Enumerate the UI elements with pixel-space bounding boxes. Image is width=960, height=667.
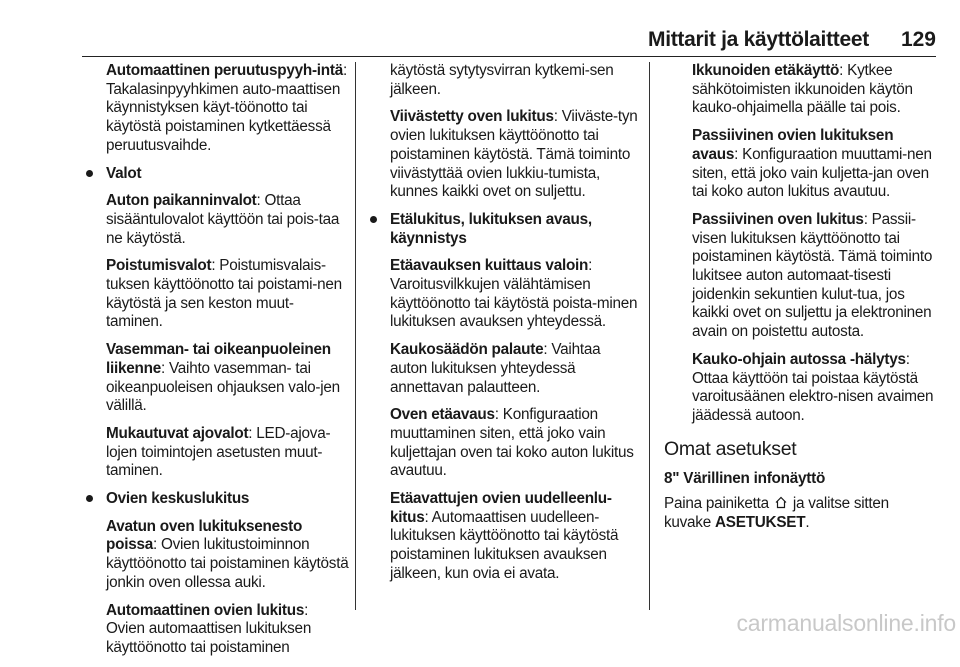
paragraph: Automaattinen peruutuspyyh-intä: Takalasinpyyhkimen auto-maattisen käynnistyksen käyt-töönotto tai käytöstä poistaminen kytkettäessä peruutusvaihde. xyxy=(106,62,348,154)
column-3 xyxy=(664,62,939,541)
paragraph: käytöstä sytytysvirran kytkemi-sen jälkeen. xyxy=(390,62,614,98)
paragraph: Kauko-ohjain autossa -hälytys: Ottaa käyttöön tai poistaa käytöstä varoitusäänen elektro-nisen avaimen jäädessä autoon. xyxy=(692,350,934,424)
sub-heading: 8" Värillinen infonäyttö xyxy=(664,470,826,488)
page-number: 129 xyxy=(900,28,936,51)
bullet-title: Ovien keskuslukitus xyxy=(106,490,250,508)
paragraph: Kaukosäädön palaute: Vaihtaa auton lukituksen yhteydessä annettavan palautteen. xyxy=(390,341,601,396)
bullet-section xyxy=(82,165,350,482)
paragraph: Paina painiketta ja valitse sitten kuvake ASETUKSET. xyxy=(664,495,889,531)
section-heading: Omat asetukset xyxy=(664,437,797,460)
paragraph: Passiivinen oven lukitus: Passii-visen lukituksen käyttöönotto tai poistaminen käytöstä. Tämä toiminto lukitsee auton automaat-tisesti joidenkin sekuntien kulut-tua, jos kaikki ovet on suljettu ja elektroninen avain on poistettu autosta. xyxy=(692,210,933,341)
bullet-icon xyxy=(370,216,377,223)
bullet-icon xyxy=(86,170,93,177)
paragraph: Ikkunoiden etäkäyttö: Kytkee sähkötoimisten ikkunoiden käytön kauko-ohjaimella päälle tai pois. xyxy=(692,62,913,117)
paragraph: Viivästetty oven lukitus: Viiväste-tyn ovien lukituksen käyttöönotto tai poistaminen käytöstä. Tämä toiminto viivästyttää ovien lukkiu-tumista, kunnes kaikki ovet on suljettu. xyxy=(390,108,638,201)
column-divider xyxy=(649,62,650,610)
column-1 xyxy=(82,62,350,667)
column-divider xyxy=(355,62,356,610)
paragraph: Avatun oven lukituksenesto poissa: Ovien lukitustoiminnon käyttöönotto tai poistaminen käytöstä jonkin oven ollessa auki. xyxy=(106,517,349,591)
paragraph: Etäavauksen kuittaus valoin: Varoitusvilkkujen välähtämisen käyttöönotto tai käytöstä poista-minen lukituksen avauksen yhteydessä. xyxy=(390,257,638,331)
paragraph: Passiivinen ovien lukituksen avaus: Konfiguraation muuttami-nen siten, että joko vain kuljetta-jan oven tai koko auton lukitus avautuu. xyxy=(692,127,932,201)
paragraph: Oven etäavaus: Konfiguraation muuttaminen siten, että joko vain kuljettajan oven tai koko auton lukitus avautuu. xyxy=(390,406,634,480)
paragraph: Mukautuvat ajovalot: LED-ajova-lojen toimintojen asetusten muut-taminen. xyxy=(106,424,331,480)
paragraph: Auton paikanninvalot: Ottaa sisääntulovalot käyttöön tai pois-taa ne käytöstä. xyxy=(106,192,340,247)
indented-block xyxy=(664,62,939,426)
page-title: Mittarit ja käyttölaitteet xyxy=(648,28,869,51)
header-rule xyxy=(82,56,936,57)
paragraph: Poistumisvalot: Poistumisvalais-tuksen käyttöönotto tai poistami-nen käytöstä ja sen keston muut-taminen. xyxy=(106,257,342,331)
bullet-title: Etälukitus, lukituksen avaus, käynnistys xyxy=(390,210,592,247)
paragraph: Automaattinen ovien lukitus: Ovien automaattisen lukituksen käyttöönotto tai poistaminen xyxy=(106,601,312,656)
bullet-title: Valot xyxy=(106,164,142,182)
home-icon xyxy=(775,496,787,509)
paragraph: Vasemman- tai oikeanpuoleinen liikenne: Vaihto vasemman- tai oikeanpuoleisen ohjauksen valo-jen välillä. xyxy=(106,341,340,415)
column-2 xyxy=(366,62,641,593)
paragraph: Etäavattujen ovien uudelleenlu-kitus: Automaattisen uudelleen-lukituksen käyttöönotto tai käytöstä poistaminen lukituksen avauksen jälkeen, kun ovia ei avata. xyxy=(390,490,619,582)
bullet-section xyxy=(366,211,641,584)
bullet-icon xyxy=(86,495,93,502)
watermark: carmanualsonline.info xyxy=(736,610,956,636)
